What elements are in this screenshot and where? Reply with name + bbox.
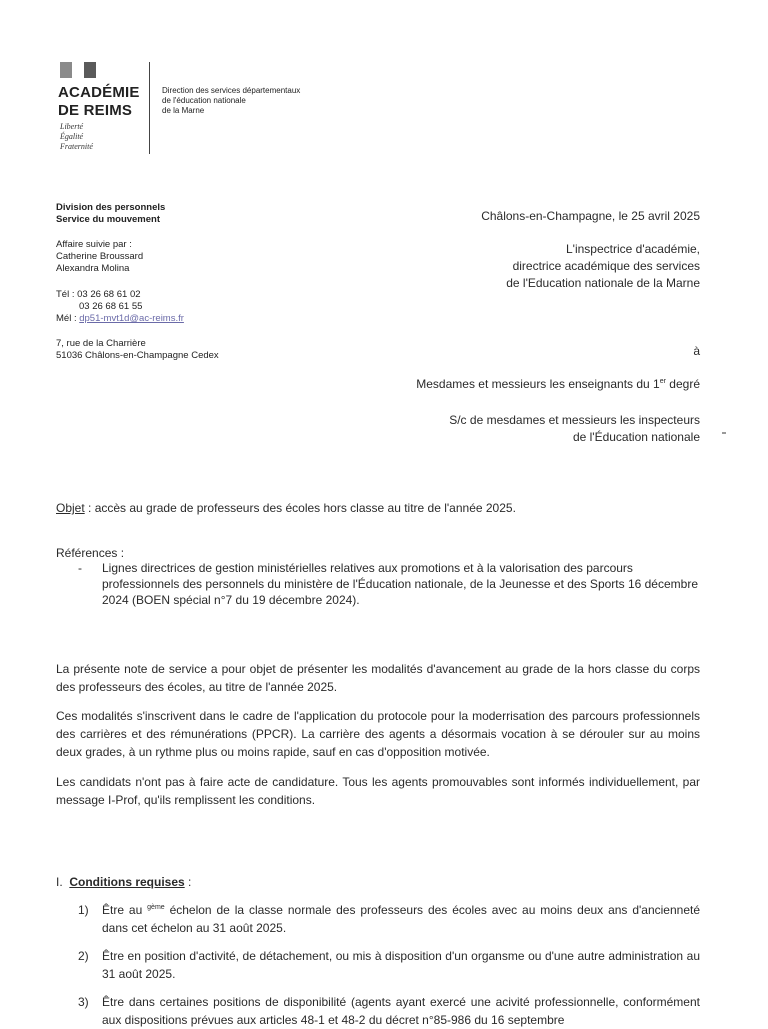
author-line3: de l'Education nationale de la Marne bbox=[506, 276, 700, 290]
condition-item bbox=[78, 901, 700, 937]
author-block bbox=[506, 241, 700, 292]
author-line1: L'inspectrice d'académie, bbox=[566, 242, 700, 256]
condition-text: Être dans certaines positions de disponibilité (agents ayant exercé une acivité professionnelle, conformément aux dispositions prévues aux articles 48-1 et 48-2 du décret n°85-986 du 16 septembre bbox=[102, 995, 700, 1027]
author-line2: directrice académique des services bbox=[512, 259, 700, 273]
echelon-sup: gème bbox=[147, 904, 165, 911]
condition-text-start: Être au bbox=[102, 903, 148, 917]
condition-item bbox=[78, 947, 700, 983]
postal-address bbox=[56, 338, 219, 362]
cc-line1: S/c de mesdames et messieurs les inspecteurs bbox=[449, 413, 700, 427]
reference-text: Lignes directrices de gestion ministérielles relatives aux promotions et à la valorisation des parcours professionnels des personnels du ministère de l'Éducation nationale, de la Jeunesse et des Sports 16 décembre 2024 (BOEN spécial n°7 du 19 décembre 2024). bbox=[102, 561, 698, 607]
flag-band-right bbox=[84, 62, 96, 78]
address-line1: 7, rue de la Charrière bbox=[56, 338, 146, 349]
reference-bullet: - bbox=[78, 561, 82, 575]
condition-number: 1) bbox=[78, 903, 89, 917]
motto-fraternite: Fraternité bbox=[60, 142, 93, 151]
cc-line2: de l'Éducation nationale bbox=[572, 430, 700, 444]
mail-link[interactable]: dp51-mvt1d@ac-reims.fr bbox=[79, 313, 184, 324]
followed-by bbox=[56, 239, 143, 275]
recipients bbox=[416, 376, 700, 393]
letter-date: Châlons-en-Champagne, le 25 avril 2025 bbox=[481, 209, 700, 223]
section-heading bbox=[56, 873, 191, 891]
intro-paragraph: La présente note de service a pour objet de présenter les modalités d'avancement au grade de la hors classe du corps des professeurs des écoles, au titre de l'année 2025. bbox=[56, 662, 700, 694]
references-label: Références : bbox=[56, 546, 125, 560]
department-name bbox=[162, 86, 300, 116]
object-line bbox=[56, 499, 700, 517]
division-label: Division des personnels bbox=[56, 202, 166, 213]
followed-by-label: Affaire suivie par : bbox=[56, 239, 132, 250]
agent-name: Alexandra Molina bbox=[56, 263, 130, 274]
marianne-logo bbox=[60, 62, 96, 78]
academy-name bbox=[58, 84, 140, 120]
reference-item bbox=[78, 560, 700, 608]
department-line1: Direction des services départementaux bbox=[162, 86, 301, 95]
recipients-text: Mesdames et messieurs les enseignants du 1 bbox=[416, 377, 660, 391]
recipient-prefix: à bbox=[693, 344, 700, 358]
address-line2: 51036 Châlons-en-Champagne Cedex bbox=[56, 350, 219, 361]
object-label: Objet bbox=[56, 501, 85, 515]
mail-label: Mél : bbox=[56, 313, 80, 324]
department-line2: de l'éducation nationale bbox=[162, 96, 246, 105]
letterhead-divider bbox=[149, 62, 150, 154]
condition-number: 2) bbox=[78, 949, 89, 963]
phone-2: 03 26 68 61 55 bbox=[79, 301, 143, 312]
condition-text-end: échelon de la classe normale des professeurs des écoles avec au moins deux ans d'ancienneté dans cet échelon au 31 août 2025. bbox=[102, 903, 701, 935]
flag-band-left bbox=[60, 62, 72, 78]
cc-block bbox=[449, 412, 700, 446]
sender-division bbox=[56, 202, 165, 226]
academy-line2: DE REIMS bbox=[58, 102, 133, 119]
agent-name: Catherine Broussard bbox=[56, 251, 144, 262]
republic-motto bbox=[60, 122, 93, 152]
section-title-suffix: : bbox=[184, 875, 192, 889]
condition-number: 3) bbox=[78, 995, 89, 1009]
department-line3: de la Marne bbox=[162, 106, 205, 115]
recipients-sup: er bbox=[659, 378, 666, 385]
section-number: I. bbox=[56, 875, 63, 889]
condition-text bbox=[102, 901, 700, 937]
academy-line1: ACADÉMIE bbox=[58, 84, 140, 101]
scan-mark bbox=[722, 432, 726, 434]
motto-egalite: Égalité bbox=[60, 132, 84, 141]
contact-block bbox=[56, 289, 184, 325]
candidates-paragraph: Les candidats n'ont pas à faire acte de candidature. Tous les agents promouvables sont informés individuellement, par message I-Prof, qu'ils remplissent les conditions. bbox=[56, 775, 700, 807]
recipients-degree: degré bbox=[665, 377, 700, 391]
service-label: Service du mouvement bbox=[56, 214, 161, 225]
flag-band-middle bbox=[72, 62, 84, 78]
phone-1: Tél : 03 26 68 61 02 bbox=[56, 289, 141, 300]
mail-line bbox=[56, 313, 184, 325]
object-text: : accès au grade de professeurs des écoles hors classe au titre de l'année 2025. bbox=[84, 501, 516, 515]
condition-text: Être en position d'activité, de détachement, ou mis à disposition d'un organsme ou d'une autre administration au 31 août 2025. bbox=[102, 949, 700, 981]
motto-liberte: Liberté bbox=[60, 122, 84, 131]
ppcr-paragraph: Ces modalités s'inscrivent dans le cadre de l'application du protocole pour la moderrisation des parcours professionnels des carrières et des rémunérations (PPCR). La carrière des agents a désormais vocation à se dérouler sur au moins deux grades, à un rythme plus ou moins rapide, sauf en cas d'opposition motivée. bbox=[56, 709, 700, 759]
section-title: Conditions requises bbox=[69, 875, 185, 889]
